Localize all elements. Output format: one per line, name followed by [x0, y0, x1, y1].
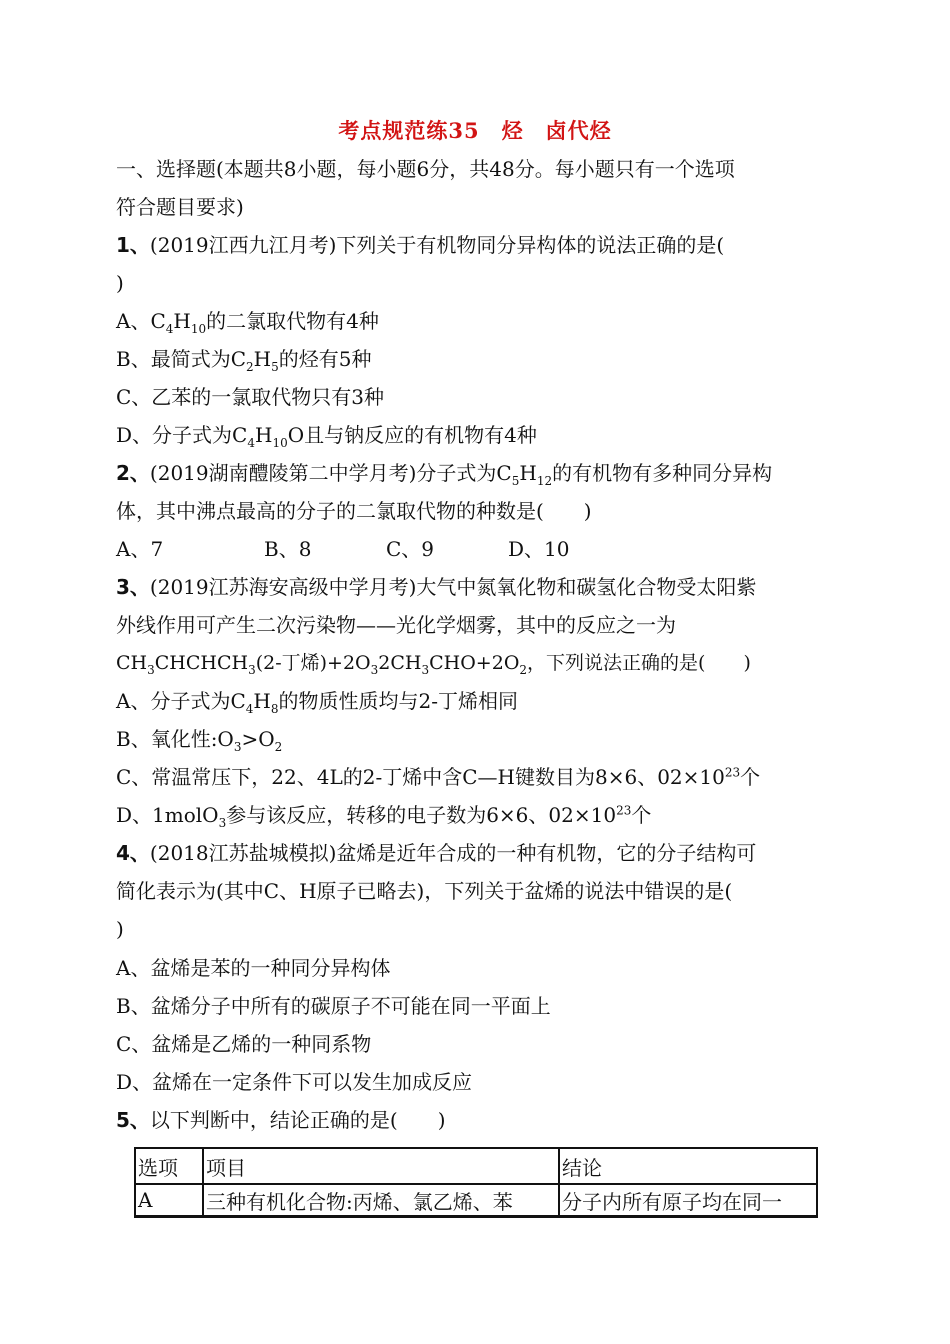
table-header-row: [135, 1148, 817, 1184]
question-number: 1、: [116, 233, 150, 257]
question-4: 4、(2018江苏盐城模拟)盆烯是近年合成的一种有机物，它的分子结构可: [116, 841, 757, 865]
question-number: 5、: [116, 1108, 150, 1132]
option-1d: D、分子式为$C_4H_{10}O$且与钠反应的有机物有4种: [116, 423, 537, 450]
answer-table: [134, 1147, 818, 1218]
question-5: 5、以下判断中，结论正确的是( ): [116, 1108, 446, 1132]
section-heading: 一、选择题(本题共8小题，每小题6分，共48分。每小题只有一个选项: [116, 157, 735, 181]
table-header-cell: 选项: [135, 1148, 203, 1184]
table-cell: A: [135, 1184, 203, 1217]
question-2-cont: 体，其中沸点最高的分子的二氯取代物的种数是( ): [116, 499, 592, 523]
question-3: 3、(2019江苏海安高级中学月考)大气中氮氧化物和碳氢化合物受太阳紫: [116, 575, 757, 599]
option-1c: C、乙苯的一氯取代物只有3种: [116, 385, 385, 409]
question-number: 2、: [116, 461, 150, 485]
option-3b: B、氧化性$:O_3>O_2$: [116, 727, 283, 754]
option-2c: C、9: [386, 537, 435, 561]
options-2: [116, 536, 569, 562]
option-2d: D、10: [508, 537, 570, 561]
option-4a: A、盆烯是苯的一种同分异构体: [116, 956, 391, 980]
question-4-cont: 简化表示为(其中C、H原子已略去)，下列关于盆烯的说法中错误的是(: [116, 879, 733, 903]
reaction-equation: $CH_3CHCHCH_3(2-$丁烯)$+2O_32CH_3CHO+2O_2$，下列说法正确的是( ): [116, 652, 751, 677]
option-4d: D、盆烯在一定条件下可以发生加成反应: [116, 1070, 473, 1094]
option-1a: A、$C_4H_{10}$的二氯取代物有4种: [116, 309, 379, 336]
question-number: 4、: [116, 841, 150, 865]
table-header-cell: 项目: [203, 1148, 559, 1184]
question-1: 1、(2019江西九江月考)下列关于有机物同分异构体的说法正确的是(: [116, 233, 725, 257]
option-2a: A、7: [116, 537, 164, 561]
table-header-cell: 结论: [559, 1148, 817, 1184]
option-4c: C、盆烯是乙烯的一种同系物: [116, 1032, 372, 1056]
option-3c: C、常温常压下，22、4L的2-丁烯中含C—H键数目为8×6、$02\times 10^{23}$个: [116, 765, 761, 789]
question-number: 3、: [116, 575, 150, 599]
question-1-cont: ): [116, 271, 124, 295]
option-2b: B、8: [264, 537, 312, 561]
table-cell: 分子内所有原子均在同一: [559, 1184, 817, 1217]
option-1b: B、最简式为$C_2H_5$的烃有5种: [116, 347, 372, 374]
option-3a: A、分子式为$C_4H_8$的物质性质均与2-丁烯相同: [116, 689, 518, 716]
question-3-cont: 外线作用可产生二次污染物——光化学烟雾，其中的反应之一为: [116, 613, 676, 637]
table-row: [135, 1184, 817, 1217]
question-4-cont2: ): [116, 917, 124, 941]
section-heading-cont: 符合题目要求): [116, 195, 244, 219]
option-4b: B、盆烯分子中所有的碳原子不可能在同一平面上: [116, 994, 551, 1018]
option-3d: D、1molO$_3$参与该反应，转移的电子数为6×6、$02\times 10^{23}$个: [116, 803, 652, 830]
page-title: 考点规范练35 烃 卤代烃: [338, 118, 612, 143]
question-2: 2、(2019湖南醴陵第二中学月考)分子式为$C_5H_{12}$的有机物有多种同分异构: [116, 461, 773, 488]
table-cell: 三种有机化合物:丙烯、氯乙烯、苯: [203, 1184, 559, 1217]
